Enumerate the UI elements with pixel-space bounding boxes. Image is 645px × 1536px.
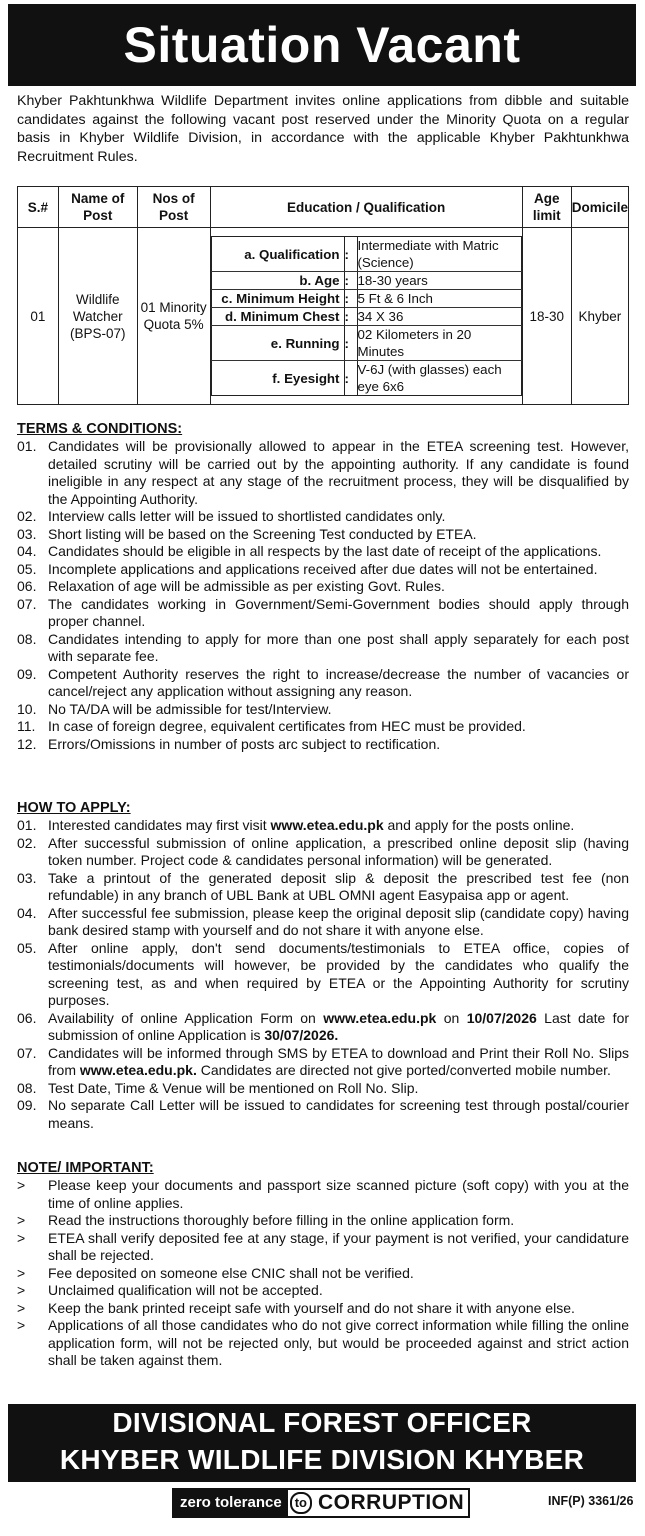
bullet: > bbox=[17, 1282, 26, 1298]
col-header-sno: S.# bbox=[18, 187, 59, 228]
zt-to: to bbox=[290, 1492, 312, 1514]
notes-list bbox=[17, 1177, 629, 1370]
cell-sno: 01 bbox=[18, 228, 59, 405]
item-number: 09. bbox=[17, 665, 37, 682]
item-text: Incomplete applications and applications received after due dates will not be entertained. bbox=[48, 560, 598, 577]
item-number: 05. bbox=[17, 560, 37, 577]
item-number: 06. bbox=[17, 578, 37, 594]
item-number: 04. bbox=[17, 543, 37, 559]
item-text: Candidates intending to apply for more than one post shall apply separately for each post with separate fee. bbox=[48, 630, 629, 664]
item-text: Please keep your documents and passport size scanned picture (soft copy) with you at the time of online applies. bbox=[48, 1177, 629, 1211]
item-text: Interested candidates may first visit www.etea.edu.pk and apply for the posts online. bbox=[48, 817, 575, 833]
qual-key: b. Age bbox=[211, 272, 344, 290]
item-text: Unclaimed qualification will not be accepted. bbox=[48, 1282, 323, 1298]
item-text: Keep the bank printed receipt safe with yourself and do not share it with anyone else. bbox=[48, 1299, 575, 1316]
list-item bbox=[17, 1317, 629, 1370]
last-date: 30/07/2026. bbox=[264, 1027, 339, 1043]
terms-section bbox=[17, 420, 629, 753]
list-item bbox=[17, 870, 629, 905]
qual-value: Intermediate with Matric (Science) bbox=[357, 237, 521, 272]
qual-value: 34 X 36 bbox=[357, 308, 521, 326]
open-date: 10/07/2026 bbox=[466, 1009, 537, 1026]
etea-link[interactable]: www.etea.edu.pk bbox=[323, 1009, 437, 1026]
list-item bbox=[17, 543, 629, 561]
table-header-row bbox=[18, 187, 629, 228]
list-item bbox=[17, 1265, 629, 1283]
bullet: > bbox=[17, 1229, 26, 1246]
notes-section bbox=[17, 1159, 629, 1370]
item-text: Short listing will be based on the Screening Test conducted by ETEA. bbox=[48, 525, 477, 542]
terms-heading: TERMS & CONDITIONS: bbox=[17, 421, 183, 437]
list-item bbox=[17, 1080, 629, 1098]
cell-post: Wildlife Watcher (BPS-07) bbox=[58, 228, 137, 405]
item-number: 08. bbox=[17, 630, 37, 647]
col-header-nos: Nos of Post bbox=[137, 187, 210, 228]
notes-heading: NOTE/ IMPORTANT: bbox=[17, 1160, 154, 1176]
footer-officer: DIVISIONAL FOREST OFFICER bbox=[112, 1407, 532, 1438]
item-text: Fee deposited on someone else CNIC shall not be verified. bbox=[48, 1264, 414, 1281]
etea-link[interactable]: www.etea.edu.pk bbox=[270, 817, 384, 833]
item-number: 06. bbox=[17, 1009, 37, 1026]
list-item bbox=[17, 817, 629, 835]
item-number: 05. bbox=[17, 939, 37, 956]
item-text: After online apply, don't send documents/testimonials to ETEA office, copies of testimonials/documents will however, be provided by the candidates who qualify the screening test, as and when required by ETEA or the Appointing Authority for scrutiny purposes. bbox=[48, 939, 629, 1008]
bullet: > bbox=[17, 1299, 26, 1316]
item-text: Take a printout of the generated deposit slip & deposit the prescribed test fee (non refundable) in any branch of UBL Bank at UBL OMNI agent Easypaisa app or agent. bbox=[48, 869, 629, 903]
list-item bbox=[17, 1230, 629, 1265]
intro-paragraph: Khyber Pakhtunkhwa Wildlife Department invites online applications from dibble and suitable candidates against the following vacant post reserved under the Minority Quota on a regular basis in Khyber Wildlife Division, in accordance with the applicable Khyber Pakhtunkhwa Recruitment Rules. bbox=[17, 93, 629, 165]
item-number: 07. bbox=[17, 595, 37, 612]
item-text: After successful fee submission, please keep the original deposit slip (candidate copy) having bank desired stamp with yourself and do not share it with anyone else. bbox=[48, 904, 629, 938]
list-item bbox=[17, 1097, 629, 1132]
col-header-post: Name of Post bbox=[58, 187, 137, 228]
cell-qualification bbox=[210, 228, 522, 405]
qual-key: c. Minimum Height bbox=[211, 290, 344, 308]
col-header-age: Age limit bbox=[522, 187, 571, 228]
page-title: Situation Vacant bbox=[123, 17, 521, 73]
list-item bbox=[17, 1010, 629, 1045]
cell-nos: 01 Minority Quota 5% bbox=[137, 228, 210, 405]
table-row bbox=[18, 228, 629, 405]
qual-value: 5 Ft & 6 Inch bbox=[357, 290, 521, 308]
item-number: 01. bbox=[17, 438, 37, 454]
item-text: Read the instructions thoroughly before filling in the online application form. bbox=[48, 1212, 515, 1228]
list-item bbox=[17, 631, 629, 666]
zero-tolerance-logo bbox=[172, 1488, 470, 1518]
terms-list bbox=[17, 438, 629, 753]
cell-domicile: Khyber bbox=[571, 228, 628, 405]
item-number: 12. bbox=[17, 735, 37, 752]
item-number: 10. bbox=[17, 700, 37, 717]
footer-banner bbox=[8, 1404, 636, 1482]
item-text: After successful submission of online application, a prescribed online deposit slip (having token number. Project code & candidates personal information) will be generated. bbox=[48, 834, 629, 868]
list-item bbox=[17, 905, 629, 940]
item-text: In case of foreign degree, equivalent certificates from HEC must be provided. bbox=[48, 718, 526, 734]
list-item bbox=[17, 835, 629, 870]
footer-division: KHYBER WILDLIFE DIVISION KHYBER bbox=[59, 1444, 585, 1475]
list-item bbox=[17, 596, 629, 631]
apply-section bbox=[17, 799, 629, 1132]
list-item bbox=[17, 1045, 629, 1080]
zt-corruption: CORRUPTION bbox=[318, 1491, 465, 1514]
item-number: 02. bbox=[17, 508, 37, 524]
list-item bbox=[17, 1300, 629, 1318]
item-number: 08. bbox=[17, 1079, 37, 1096]
item-text: No TA/DA will be admissible for test/Interview. bbox=[48, 700, 332, 717]
item-number: 02. bbox=[17, 834, 37, 851]
item-number: 07. bbox=[17, 1044, 37, 1061]
qual-value: 18-30 years bbox=[357, 272, 521, 290]
list-item bbox=[17, 701, 629, 719]
item-text: Candidates will be informed through SMS by ETEA to download and Print their Roll No. Slips from www.etea.edu.pk. Candidates are directed not give ported/converted mobile number. bbox=[48, 1044, 629, 1078]
list-item bbox=[17, 578, 629, 596]
inf-number: INF(P) 3361/26 bbox=[548, 1494, 634, 1508]
bullet: > bbox=[17, 1264, 26, 1281]
item-text: Interview calls letter will be issued to shortlisted candidates only. bbox=[48, 508, 446, 524]
qual-value: 02 Kilometers in 20 Minutes bbox=[357, 326, 521, 361]
qual-key: f. Eyesight bbox=[211, 361, 344, 396]
item-number: 11. bbox=[17, 718, 36, 734]
list-item bbox=[17, 438, 629, 508]
qual-value: V-6J (with glasses) each eye 6x6 bbox=[357, 361, 521, 396]
bullet: > bbox=[17, 1317, 26, 1333]
apply-heading: HOW TO APPLY: bbox=[17, 800, 131, 816]
list-item bbox=[17, 1212, 629, 1230]
list-item bbox=[17, 526, 629, 544]
title-banner bbox=[8, 4, 636, 86]
list-item bbox=[17, 736, 629, 754]
qual-key: e. Running bbox=[211, 326, 344, 361]
item-text: The candidates working in Government/Semi-Government bodies should apply through proper channel. bbox=[48, 595, 629, 629]
col-header-qualification: Education / Qualification bbox=[210, 187, 522, 228]
list-item bbox=[17, 1282, 629, 1300]
item-number: 01. bbox=[17, 817, 37, 833]
item-number: 03. bbox=[17, 869, 37, 886]
list-item bbox=[17, 561, 629, 579]
item-text: Availability of online Application Form on www.etea.edu.pk on 10/07/2026 Last date for submission of online Application is 30/07/2026. bbox=[48, 1009, 630, 1043]
item-text: Candidates should be eligible in all respects by the last date of receipt of the applications. bbox=[48, 543, 602, 559]
list-item bbox=[17, 1177, 629, 1212]
item-text: Competent Authority reserves the right to increase/decrease the number of vacancies or cancel/reject any application without assigning any reason. bbox=[48, 665, 629, 699]
list-item bbox=[17, 666, 629, 701]
item-number: 09. bbox=[17, 1097, 37, 1113]
list-item bbox=[17, 940, 629, 1010]
item-text: No separate Call Letter will be issued to candidates for screening test through postal/courier means. bbox=[48, 1097, 629, 1131]
item-number: 03. bbox=[17, 525, 37, 542]
qual-key: d. Minimum Chest bbox=[211, 308, 344, 326]
item-text: Test Date, Time & Venue will be mentioned on Roll No. Slip. bbox=[48, 1079, 419, 1096]
etea-link[interactable]: www.etea.edu.pk. bbox=[79, 1062, 197, 1078]
item-text: ETEA shall verify deposited fee at any stage, if your payment is not verified, your candidature shall be rejected. bbox=[48, 1229, 629, 1263]
qualification-list: a. Qualification : Intermediate with Matric (Science) b. Age : 18-30 years c. Minimum Height : 5 Ft & 6 Inch d. Minimum Chest : 34 X 36 e. Running : 02 Kilometers in 20 Minutes f. Eyesight : V-6J (with glasses) each eye 6x6 bbox=[211, 236, 522, 396]
item-text: Relaxation of age will be admissible as per existing Govt. Rules. bbox=[48, 578, 445, 594]
vacancy-table bbox=[17, 186, 629, 405]
item-number: 04. bbox=[17, 904, 37, 921]
item-text: Applications of all those candidates who do not give correct information while filling the online application form, will not be rejected only, but would be proceeded against and strict action shall be taken against them. bbox=[48, 1317, 629, 1368]
qual-key: a. Qualification bbox=[211, 237, 344, 272]
cell-age: 18-30 bbox=[522, 228, 571, 405]
list-item bbox=[17, 718, 629, 736]
bullet: > bbox=[17, 1177, 26, 1193]
col-header-domicile: Domicile bbox=[571, 187, 628, 228]
bullet: > bbox=[17, 1212, 26, 1228]
item-text: Errors/Omissions in number of posts arc subject to rectification. bbox=[48, 735, 441, 752]
list-item bbox=[17, 508, 629, 526]
zt-text: zero tolerance bbox=[174, 1490, 288, 1516]
item-text: Candidates will be provisionally allowed to appear in the ETEA screening test. However, detailed scrutiny will be carried out by the appointing authority. If any candidate is found ineligible in any respect at any stage of the recruitment process, they will be disqualified by the Appointing Authority. bbox=[48, 438, 629, 507]
